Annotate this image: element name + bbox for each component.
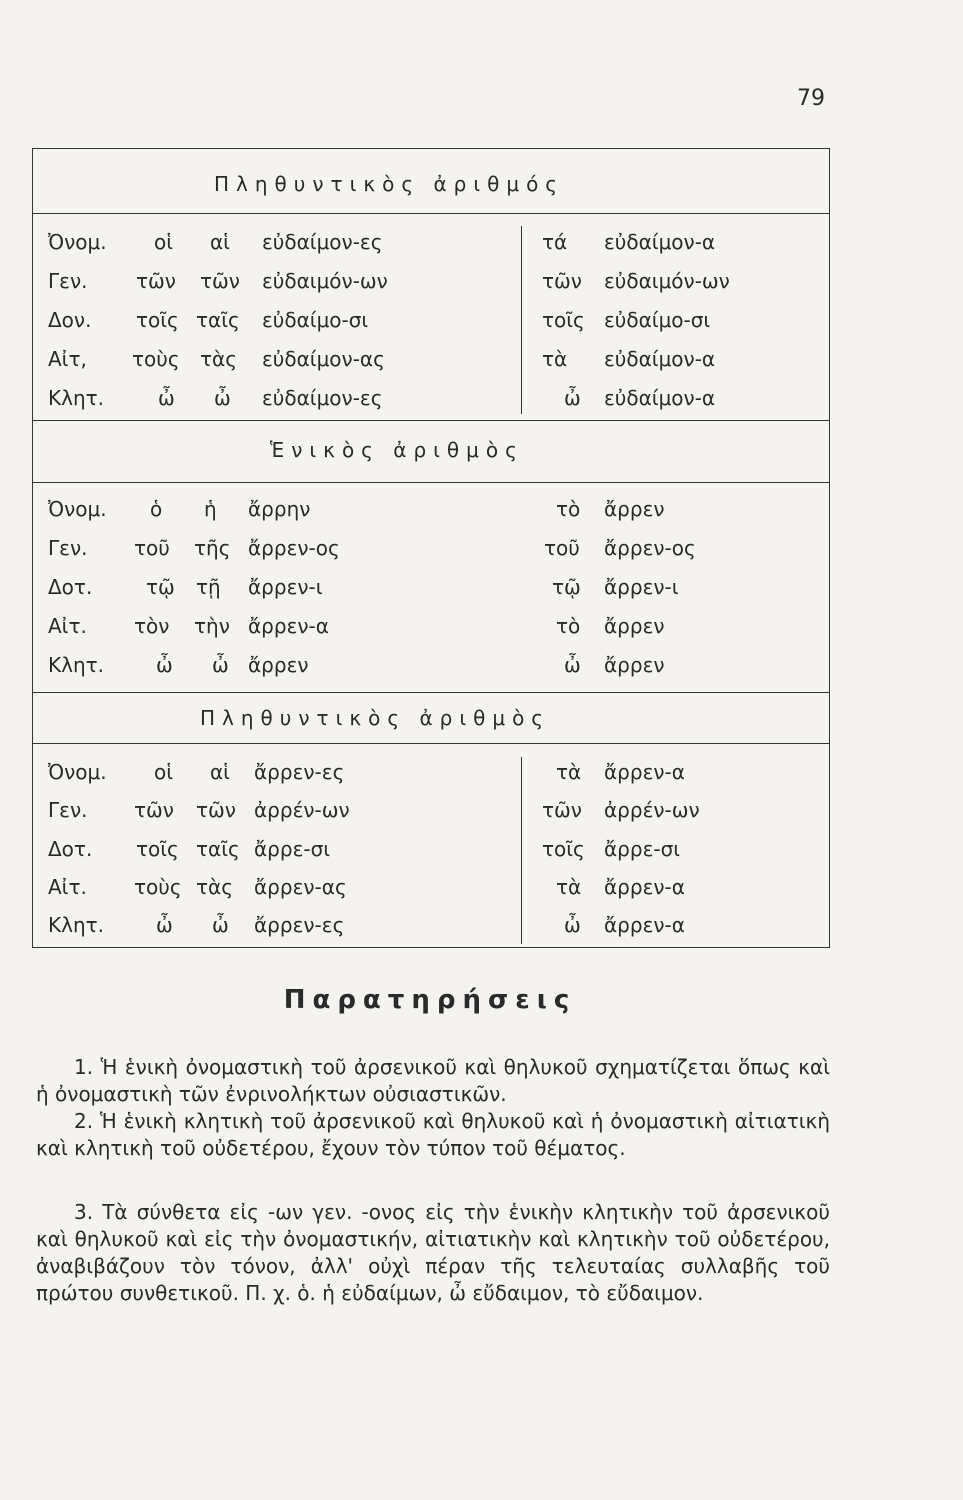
fem-article: τῶν [200,269,240,293]
neut-form: ἀρρέν-ων [604,798,700,822]
masc-article: τοὺς [134,875,182,899]
column-divider [521,757,522,944]
case-label: Γεν. [48,798,88,822]
masc-article: τὸν [134,614,170,638]
masc-article: τῶν [136,269,176,293]
fem-article: ἡ [204,497,217,521]
fem-article: ὦ [214,386,231,410]
observation-3 [36,1199,830,1307]
page-number: 79 [797,86,825,111]
mf-form: ἄρρεν-ας [254,875,347,899]
case-label: Δοτ. [48,575,93,599]
neut-form: εὐδαιμόν-ων [604,269,730,293]
fem-article: τῇ [196,575,221,599]
divider [32,692,830,693]
neut-article: ὦ [564,386,581,410]
neut-article: ὦ [564,653,581,677]
section-title-singular: Ἑνικὸς ἀριθμὸς [270,438,524,462]
section-title-plural-1: Πληθυντικὸς ἀριθμός [214,172,565,196]
neut-form: ἄρρεν-α [604,913,685,937]
masc-article: οἱ [154,230,174,254]
masc-article: τοῖς [136,308,179,332]
neut-form: εὐδαίμον-α [604,347,716,371]
observation-text: 1. Ἡ ἑνικὴ ὀνομαστικὴ τοῦ ἀρσενικοῦ καὶ θηλυκοῦ σχηματίζεται ὅπως καὶ ἡ ὀνομαστικὴ τῶν ἐνρινολήκτων οὐσιαστικῶν. [36,1055,830,1106]
divider [32,743,830,744]
case-label: Κλητ. [48,386,105,410]
neut-form: εὐδαίμον-α [604,386,716,410]
case-label: Αἰτ. [48,875,87,899]
neut-article: τά [542,230,568,254]
mf-form: εὐδαίμο-σι [262,308,369,332]
neut-article: τὰ [556,760,582,784]
neut-form: ἄρρεν-α [604,760,685,784]
mf-form: ἄρρεν-α [248,614,329,638]
observations-title: Παρατηρήσεις [283,985,577,1015]
case-label: Γεν. [48,536,88,560]
case-label: Ὀνομ. [48,760,107,784]
fem-article: αἱ [210,760,230,784]
neut-article: τοῦ [544,536,580,560]
neut-form: ἄρρεν [604,653,665,677]
neut-article: τῷ [552,575,581,599]
fem-article: τὰς [200,347,237,371]
fem-article: αἱ [210,230,230,254]
fem-article: ὦ [212,653,229,677]
mf-form: ἀρρέν-ων [254,798,350,822]
divider [32,482,830,483]
case-label: Ὀνομ. [48,230,107,254]
masc-article: ὁ [150,497,163,521]
case-label: Αἰτ, [48,347,87,371]
masc-article: τῷ [146,575,175,599]
observation-text: 2. Ἡ ἑνικὴ κλητικὴ τοῦ ἀρσενικοῦ καὶ θηλυκοῦ καὶ ἡ ὀνομαστικὴ αἰτιατικὴ καὶ κλητικὴ τοῦ οὐδετέρου, ἔχουν τὸν τύπον τοῦ θέματος. [36,1109,830,1160]
fem-article: τῶν [196,798,236,822]
neut-form: εὐδαίμο-σι [604,308,711,332]
neut-article: τῶν [542,269,582,293]
mf-form: ἄρρεν-ος [248,536,340,560]
mf-form: εὐδαίμον-ες [262,230,383,254]
fem-article: ταῖς [196,837,240,861]
masc-article: τοὺς [132,347,180,371]
masc-article: τοῖς [136,837,179,861]
divider [32,213,830,214]
mf-form: εὐδαίμον-ας [262,347,385,371]
observation-2 [36,1108,830,1162]
observation-text: 3. Τὰ σύνθετα εἰς -ων γεν. -ονος εἰς τὴν ἑνικὴν κλητικὴν τοῦ ἀρσενικοῦ καὶ θηλυκοῦ καὶ εἰς τὴν ὀνομαστικήν, αἰτιατικὴν καὶ κλητικὴν τοῦ οὐδετέρου, ἀναβιβάζουν τὸν τόνον, ἀλλ' οὐχὶ πέραν τῆς τελευταίας συλλαβῆς τοῦ πρώτου συνθετικοῦ. Π. χ. ὁ. ἡ εὐδαίμων, ὦ εὔδαιμον, τὸ εὔδαιμον. [36,1200,830,1305]
column-divider [521,226,522,414]
neut-article: τοῖς [542,308,585,332]
mf-form: εὐδαιμόν-ων [262,269,388,293]
neut-article: ὦ [564,913,581,937]
case-label: Ὀνομ. [48,497,107,521]
neut-form: ἄρρε-σι [604,837,681,861]
mf-form: ἄρρην [248,497,311,521]
neut-article: τὸ [556,497,581,521]
case-label: Αἰτ. [48,614,87,638]
neut-form: εὐδαίμον-α [604,230,716,254]
fem-article: ταῖς [196,308,240,332]
neut-form: ἄρρεν-ος [604,536,696,560]
neut-article: τὰ [542,347,568,371]
neut-form: ἄρρεν [604,497,665,521]
case-label: Κλητ. [48,913,105,937]
neut-form: ἄρρεν-ι [604,575,679,599]
section-title-plural-2: Πληθυντικὸς ἀριθμὸς [200,706,551,730]
neut-article: τὰ [556,875,582,899]
fem-article: ὦ [212,913,229,937]
mf-form: ἄρρεν-ες [254,913,345,937]
neut-article: τοῖς [542,837,585,861]
fem-article: τῆς [194,536,231,560]
mf-form: ἄρρεν [248,653,309,677]
case-label: Γεν. [48,269,88,293]
masc-article: ὦ [156,913,173,937]
observation-1 [36,1054,830,1108]
neut-form: ἄρρεν-α [604,875,685,899]
case-label: Δον. [48,308,92,332]
masc-article: ὦ [158,386,175,410]
mf-form: εὐδαίμον-ες [262,386,383,410]
neut-article: τὸ [556,614,581,638]
fem-article: τὰς [196,875,233,899]
case-label: Κλητ. [48,653,105,677]
divider [32,420,830,421]
masc-article: τοῦ [134,536,170,560]
masc-article: ὦ [156,653,173,677]
mf-form: ἄρρεν-ες [254,760,345,784]
masc-article: οἱ [154,760,174,784]
neut-article: τῶν [542,798,582,822]
case-label: Δοτ. [48,837,93,861]
mf-form: ἄρρε-σι [254,837,331,861]
neut-form: ἄρρεν [604,614,665,638]
mf-form: ἄρρεν-ι [248,575,323,599]
masc-article: τῶν [134,798,174,822]
fem-article: τὴν [194,614,230,638]
